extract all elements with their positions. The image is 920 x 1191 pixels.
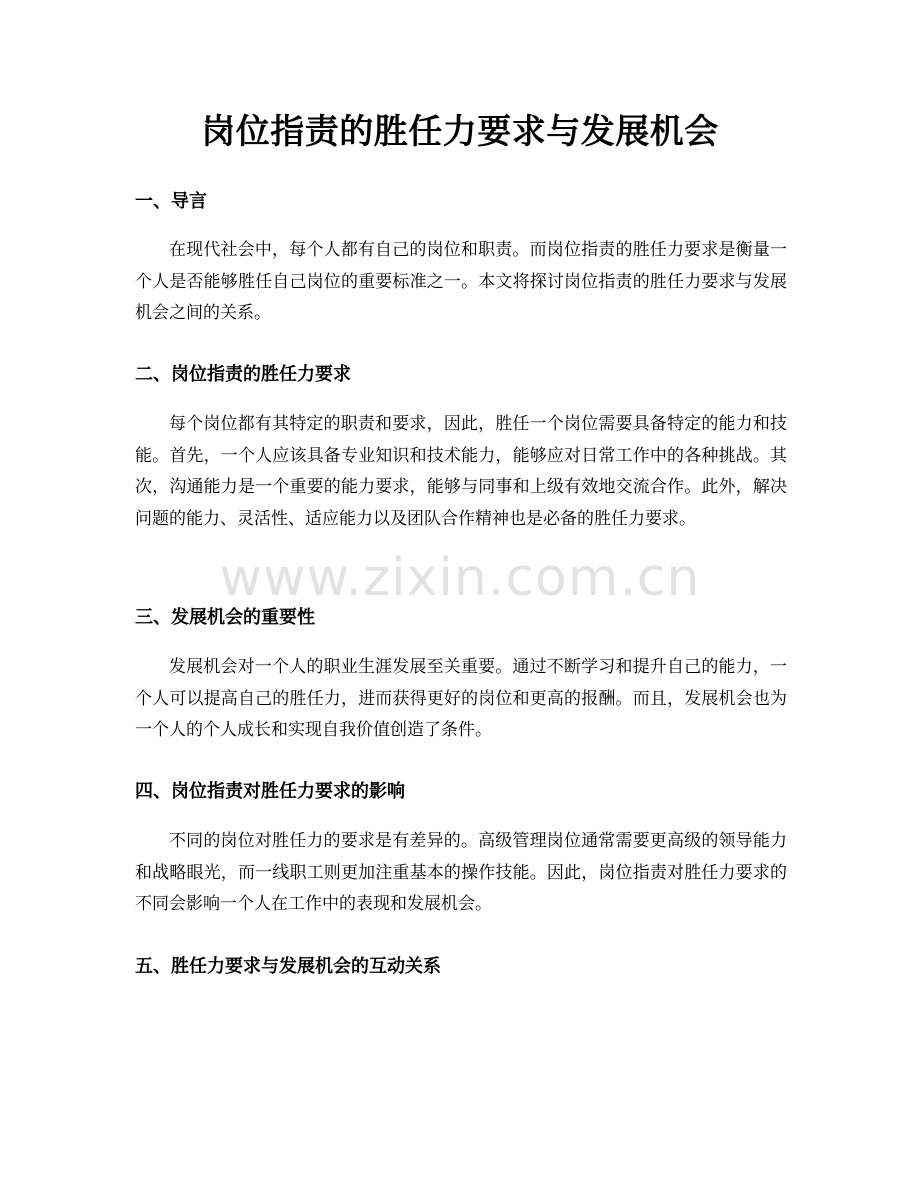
section-heading-competency-requirements: 二、岗位指责的胜任力要求 [135, 364, 351, 385]
section-heading-duty-impact: 四、岗位指责对胜任力要求的影响 [135, 781, 405, 802]
section-paragraph-competency-requirements: 每个岗位都有其特定的职责和要求，因此，胜任一个岗位需要具备特定的能力和技能。首先，一个人应该具备专业知识和技术能力，能够应对日常工作中的各种挑战。其次，沟通能力是一个重要的能力要求，能够与同事和上级有效地交流合作。此外，解决问题的能力、灵活性、适应能力以及团队合作精神也是必备的胜任力要求。 [135, 414, 787, 529]
section-heading-development-importance: 三、发展机会的重要性 [135, 607, 315, 628]
section-heading-interaction: 五、胜任力要求与发展机会的互动关系 [135, 956, 441, 977]
section-heading-introduction: 一、导言 [135, 191, 207, 212]
watermark: www.zixin.com.cn [219, 548, 701, 608]
section-paragraph-development-importance: 发展机会对一个人的职业生涯发展至关重要。通过不断学习和提升自己的能力，一个人可以提高自己的胜任力，进而获得更好的岗位和更高的报酬。而且，发展机会也为一个人的个人成长和实现自我价值创造了条件。 [135, 657, 787, 740]
document-title: 岗位指责的胜任力要求与发展机会 [201, 112, 719, 152]
section-paragraph-introduction: 在现代社会中，每个人都有自己的岗位和职责。而岗位指责的胜任力要求是衡量一个人是否能够胜任自己岗位的重要标准之一。本文将探讨岗位指责的胜任力要求与发展机会之间的关系。 [135, 240, 787, 323]
section-paragraph-duty-impact: 不同的岗位对胜任力的要求是有差异的。高级管理岗位通常需要更高级的领导能力和战略眼光，而一线职工则更加注重基本的操作技能。因此，岗位指责对胜任力要求的不同会影响一个人在工作中的表现和发展机会。 [135, 831, 787, 914]
